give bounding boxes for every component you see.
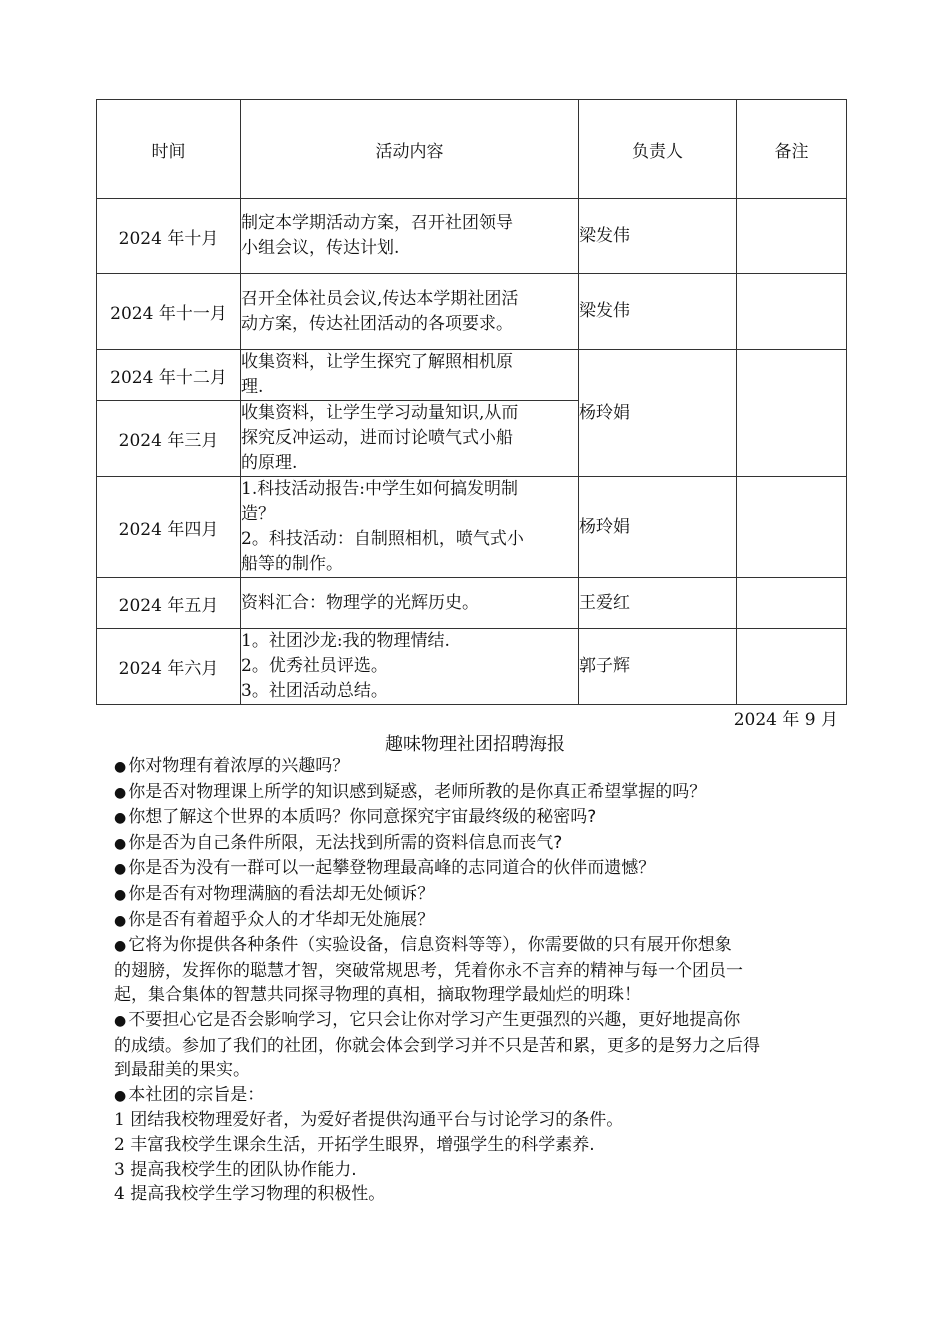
row-time: 2024 年六月 bbox=[97, 629, 241, 705]
content-line: 2。科技活动：自制照相机，喷气式小 bbox=[241, 529, 524, 549]
aim-item bbox=[114, 1108, 844, 1133]
row-time: 2024 年五月 bbox=[97, 578, 241, 629]
row-time: 2024 年三月 bbox=[97, 401, 241, 477]
poster-paragraph-line: ● 不要担心它是否会影响学习，它只会让你对学习产生更强烈的兴趣，更好地提高你 bbox=[114, 1008, 844, 1034]
aim-item bbox=[114, 1158, 844, 1183]
aim-item bbox=[114, 1182, 844, 1207]
row-content bbox=[241, 477, 579, 578]
aim-text: 提高我校学生学习物理的积极性。 bbox=[130, 1184, 386, 1205]
content-line: 理. bbox=[241, 377, 264, 397]
poster-question: ● 你对物理有着浓厚的兴趣吗？ bbox=[114, 754, 844, 780]
poster-paragraph-line: 的翅膀，发挥你的聪慧才智，突破常规思考，凭着你永不言弃的精神与每一个团员一 bbox=[114, 960, 743, 981]
row-content bbox=[241, 401, 579, 477]
activity-schedule-table bbox=[96, 99, 847, 705]
table-row bbox=[97, 350, 847, 401]
aim-number: 3 bbox=[114, 1159, 125, 1180]
content-line: 2。优秀社员评选。 bbox=[241, 656, 388, 676]
table-row bbox=[97, 274, 847, 350]
table-row bbox=[97, 477, 847, 578]
content-line: 的原理. bbox=[241, 453, 298, 473]
poster-question: ● 你是否有着超乎众人的才华却无处施展？ bbox=[114, 908, 844, 934]
row-note bbox=[737, 629, 847, 705]
row-note bbox=[737, 350, 847, 477]
content-line: 1。社团沙龙:我的物理情结. bbox=[241, 631, 450, 651]
aim-text: 丰富我校学生课余生活，开拓学生眼界，增强学生的科学素养. bbox=[130, 1134, 595, 1155]
poster-paragraph-line: 起，集合集体的智慧共同探寻物理的真相，摘取物理学最灿烂的明珠！ bbox=[114, 985, 641, 1006]
poster-paragraph-line: 的成绩。参加了我们的社团，你就会体会到学习并不只是苦和累，更多的是努力之后得 bbox=[114, 1035, 760, 1056]
poster-question: ● 你是否对物理课上所学的知识感到疑惑，老师所教的是你真正希望掌握的吗？ bbox=[114, 780, 844, 806]
poster-paragraph-line: 到最甜美的果实。 bbox=[114, 1060, 250, 1081]
aim-text: 团结我校物理爱好者，为爱好者提供沟通平台与讨论学习的条件。 bbox=[130, 1110, 624, 1131]
aims-heading: ● 本社团的宗旨是： bbox=[114, 1083, 844, 1109]
table-header-row bbox=[97, 100, 847, 199]
table-row bbox=[97, 578, 847, 629]
row-note bbox=[737, 274, 847, 350]
aim-number: 1 bbox=[114, 1110, 125, 1131]
row-note bbox=[737, 578, 847, 629]
header-content: 活动内容 bbox=[241, 100, 579, 199]
content-line: 收集资料，让学生探究了解照相机原 bbox=[241, 352, 513, 372]
row-person: 王爱红 bbox=[579, 578, 737, 629]
content-line: 造？ bbox=[241, 504, 275, 524]
content-line: 收集资料，让学生学习动量知识,从而 bbox=[241, 403, 519, 423]
row-content bbox=[241, 274, 579, 350]
row-time: 2024 年十二月 bbox=[97, 350, 241, 401]
header-note: 备注 bbox=[737, 100, 847, 199]
row-content bbox=[241, 578, 579, 629]
table-row bbox=[97, 629, 847, 705]
poster-title: 趣味物理社团招聘海报 bbox=[385, 734, 565, 755]
row-person: 梁发伟 bbox=[579, 199, 737, 274]
content-line: 动方案，传达社团活动的各项要求。 bbox=[241, 313, 513, 334]
content-line: 小组会议，传达计划. bbox=[241, 238, 400, 258]
header-person: 负责人 bbox=[579, 100, 737, 199]
row-time: 2024 年十一月 bbox=[97, 274, 241, 350]
content-line: 资料汇合：物理学的光辉历史。 bbox=[241, 592, 479, 613]
row-person: 梁发伟 bbox=[579, 274, 737, 350]
poster-question: ● 你是否为自己条件所限，无法找到所需的资料信息而丧气? bbox=[114, 831, 844, 857]
content-line: 召开全体社员会议,传达本学期社团活 bbox=[241, 288, 519, 309]
poster-question: ● 你是否为没有一群可以一起攀登物理最高峰的志同道合的伙伴而遗憾？ bbox=[114, 856, 844, 882]
row-note bbox=[737, 477, 847, 578]
row-content bbox=[241, 629, 579, 705]
row-content bbox=[241, 350, 579, 401]
row-person: 郭子辉 bbox=[579, 629, 737, 705]
poster-question: ● 你想了解这个世界的本质吗？你同意探究宇宙最终级的秘密吗? bbox=[114, 805, 844, 831]
date-signature: 2024 年 9 月 bbox=[733, 710, 838, 730]
content-line: 3。社团活动总结。 bbox=[241, 681, 388, 701]
aim-number: 2 bbox=[114, 1134, 125, 1155]
content-line: 制定本学期活动方案，召开社团领导 bbox=[241, 213, 513, 233]
header-time: 时间 bbox=[97, 100, 241, 199]
row-note bbox=[737, 199, 847, 274]
table-row bbox=[97, 199, 847, 274]
content-line: 探究反冲运动，进而讨论喷气式小船 bbox=[241, 428, 513, 448]
row-time: 2024 年十月 bbox=[97, 199, 241, 274]
content-line: 1.科技活动报告:中学生如何搞发明制 bbox=[241, 479, 518, 499]
aim-number: 4 bbox=[114, 1184, 125, 1205]
poster-paragraph-line: ● 它将为你提供各种条件（实验设备，信息资料等等），你需要做的只有展开你想象 bbox=[114, 933, 844, 959]
poster-question: ● 你是否有对物理满脑的看法却无处倾诉？ bbox=[114, 882, 844, 908]
content-line: 船等的制作。 bbox=[241, 554, 343, 574]
row-time: 2024 年四月 bbox=[97, 477, 241, 578]
row-content bbox=[241, 199, 579, 274]
recruitment-poster-body bbox=[114, 754, 844, 1207]
aim-item bbox=[114, 1133, 844, 1158]
aim-text: 提高我校学生的团队协作能力. bbox=[130, 1159, 357, 1180]
row-person: 杨玲娟 bbox=[579, 477, 737, 578]
row-person: 杨玲娟 bbox=[579, 350, 737, 477]
